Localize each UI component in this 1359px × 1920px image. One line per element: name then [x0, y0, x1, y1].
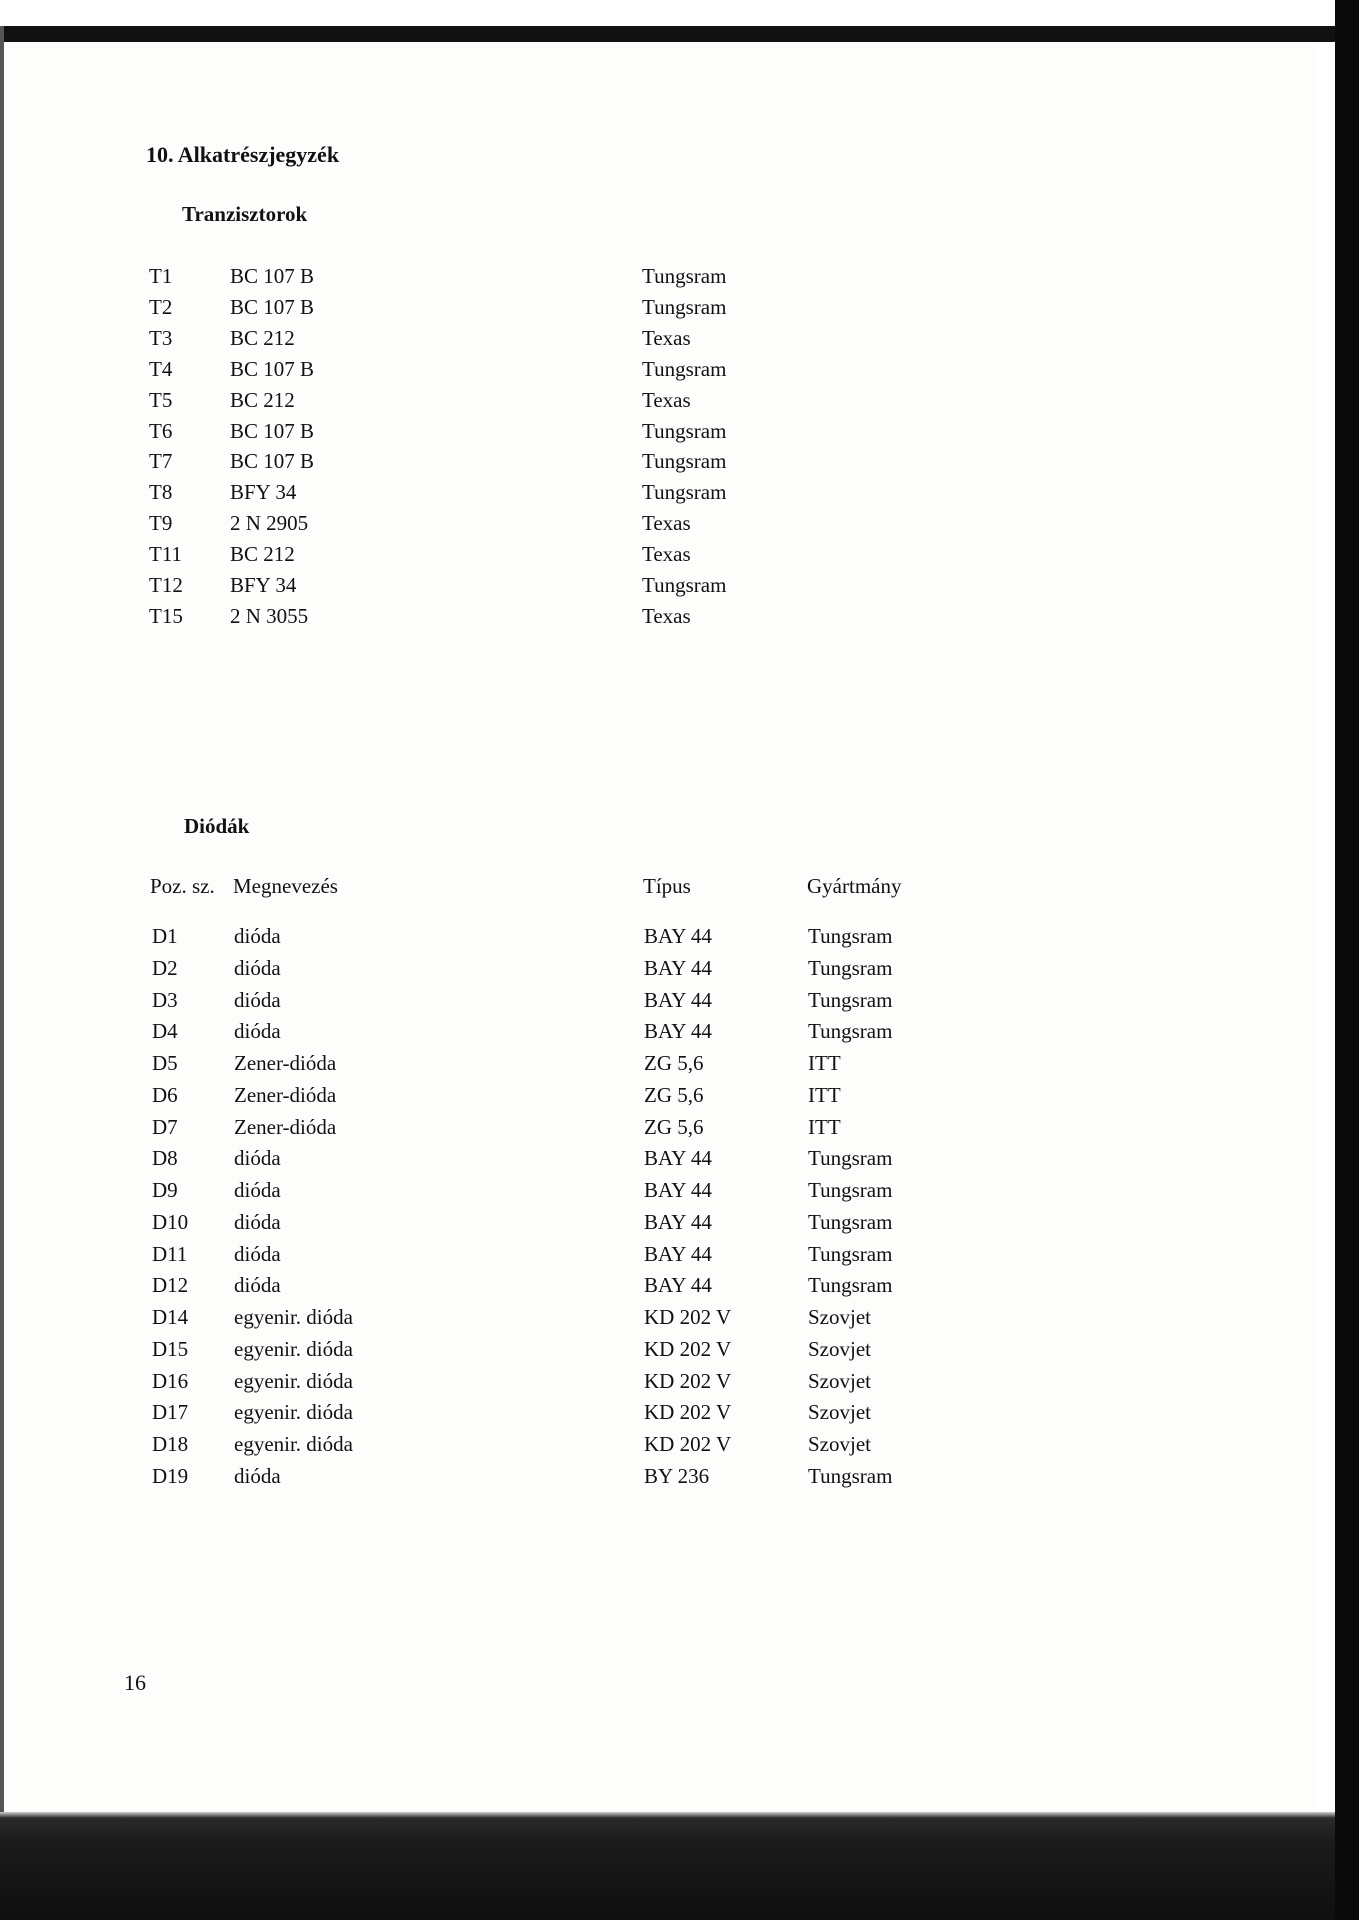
maker-cell: Tungsram	[642, 573, 727, 597]
name-cell: egyenir. dióda	[234, 1368, 353, 1393]
position-cell: T2	[149, 294, 173, 319]
header-type: Típus	[643, 874, 691, 898]
position-cell: D6	[152, 1082, 178, 1107]
maker-cell: Texas	[642, 603, 691, 628]
position-cell: D2	[152, 955, 178, 980]
section-heading: 10. Alkatrészjegyzék	[146, 142, 340, 167]
position-cell: T11	[149, 542, 183, 567]
position-cell: T7	[149, 449, 173, 474]
header-position: Poz. sz.	[150, 874, 215, 898]
type-cell: BC 212	[230, 542, 295, 567]
type-cell: BFY 34	[230, 573, 297, 597]
type-cell: BC 107 B	[230, 418, 315, 443]
position-cell: D4	[152, 1019, 178, 1044]
maker-cell: Tungsram	[642, 264, 727, 288]
maker-cell: Tungsram	[808, 1019, 893, 1044]
document-page	[4, 42, 1317, 1812]
maker-cell: Tungsram	[808, 1146, 893, 1171]
position-cell: D10	[152, 1209, 189, 1234]
maker-cell: Szovjet	[808, 1336, 871, 1361]
name-cell: egyenir. dióda	[234, 1432, 353, 1456]
type-cell: KD 202 V	[644, 1305, 732, 1329]
maker-cell: Tungsram	[808, 924, 893, 948]
scan-background	[0, 0, 1335, 26]
type-cell: ZG 5,6	[644, 1114, 704, 1139]
header-maker: Gyártmány	[807, 874, 902, 898]
name-cell: dióda	[234, 1019, 281, 1044]
maker-cell: Szovjet	[808, 1305, 871, 1329]
type-cell: BAY 44	[644, 1273, 712, 1298]
position-cell: D14	[152, 1305, 189, 1329]
position-cell: D19	[152, 1463, 189, 1488]
header-name: Megnevezés	[233, 874, 338, 898]
maker-cell: Tungsram	[808, 1463, 893, 1488]
maker-cell: Tungsram	[808, 1241, 893, 1266]
type-cell: BY 236	[644, 1463, 710, 1488]
position-cell: D7	[152, 1114, 178, 1139]
scan-bottom-shadow	[0, 1812, 1335, 1920]
name-cell: dióda	[234, 1146, 281, 1171]
name-cell: dióda	[234, 924, 281, 948]
maker-cell: Tungsram	[642, 418, 727, 443]
name-cell: dióda	[234, 1209, 281, 1234]
maker-cell: ITT	[808, 1114, 841, 1139]
position-cell: T6	[149, 418, 173, 443]
type-cell: BAY 44	[644, 955, 712, 980]
type-cell: BAY 44	[644, 1019, 712, 1044]
maker-cell: Texas	[642, 387, 691, 412]
position-cell: T1	[149, 264, 173, 288]
position-cell: D11	[152, 1241, 188, 1266]
maker-cell: Tungsram	[808, 1209, 893, 1234]
maker-cell: Texas	[642, 325, 691, 350]
type-cell: BAY 44	[644, 1209, 712, 1234]
scan-right-shadow	[1335, 0, 1359, 1920]
maker-cell: ITT	[808, 1082, 841, 1107]
page-number: 16	[124, 1670, 146, 1695]
type-cell: BAY 44	[644, 1178, 712, 1202]
maker-cell: Szovjet	[808, 1432, 871, 1456]
type-cell: BAY 44	[644, 987, 712, 1012]
position-cell: D3	[152, 987, 178, 1012]
position-cell: T4	[149, 356, 173, 381]
maker-cell: Tungsram	[808, 1273, 893, 1298]
type-cell: 2 N 2905	[230, 511, 309, 536]
name-cell: egyenir. dióda	[234, 1336, 353, 1361]
position-cell: T9	[149, 511, 173, 536]
type-cell: KD 202 V	[644, 1368, 732, 1393]
maker-cell: ITT	[808, 1051, 841, 1075]
name-cell: dióda	[234, 1241, 281, 1266]
position-cell: D17	[152, 1400, 189, 1425]
position-cell: D5	[152, 1051, 178, 1075]
type-cell: BC 212	[230, 325, 295, 350]
name-cell: dióda	[234, 1178, 281, 1202]
name-cell: Zener-dióda	[234, 1114, 337, 1139]
maker-cell: Tungsram	[808, 987, 893, 1012]
diodes-title: Diódák	[184, 814, 250, 838]
position-cell: T8	[149, 480, 173, 505]
transistors-title: Tranzisztorok	[182, 202, 308, 226]
position-cell: D9	[152, 1178, 178, 1202]
name-cell: egyenir. dióda	[234, 1400, 353, 1425]
maker-cell: Tungsram	[642, 294, 727, 319]
type-cell: ZG 5,6	[644, 1082, 704, 1107]
name-cell: dióda	[234, 1463, 281, 1488]
type-cell: KD 202 V	[644, 1432, 732, 1456]
position-cell: T5	[149, 387, 173, 412]
position-cell: T12	[149, 573, 183, 597]
position-cell: D12	[152, 1273, 189, 1298]
type-cell: BC 107 B	[230, 356, 315, 381]
position-cell: T15	[149, 603, 183, 628]
maker-cell: Texas	[642, 511, 691, 536]
position-cell: D15	[152, 1336, 189, 1361]
maker-cell: Texas	[642, 542, 691, 567]
type-cell: BC 107 B	[230, 449, 315, 474]
name-cell: Zener-dióda	[234, 1051, 337, 1075]
type-cell: ZG 5,6	[644, 1051, 704, 1075]
type-cell: BC 107 B	[230, 294, 315, 319]
maker-cell: Tungsram	[642, 356, 727, 381]
position-cell: T3	[149, 325, 173, 350]
type-cell: 2 N 3055	[230, 603, 309, 628]
type-cell: BFY 34	[230, 480, 297, 505]
maker-cell: Szovjet	[808, 1400, 871, 1425]
type-cell: BAY 44	[644, 1241, 712, 1266]
position-cell: D1	[152, 924, 178, 948]
type-cell: KD 202 V	[644, 1400, 732, 1425]
maker-cell: Tungsram	[808, 1178, 893, 1202]
name-cell: dióda	[234, 987, 281, 1012]
maker-cell: Tungsram	[642, 480, 727, 505]
name-cell: Zener-dióda	[234, 1082, 337, 1107]
type-cell: BAY 44	[644, 924, 712, 948]
type-cell: BAY 44	[644, 1146, 712, 1171]
maker-cell: Tungsram	[642, 449, 727, 474]
name-cell: dióda	[234, 955, 281, 980]
position-cell: D18	[152, 1432, 189, 1456]
type-cell: BC 212	[230, 387, 295, 412]
name-cell: dióda	[234, 1273, 281, 1298]
name-cell: egyenir. dióda	[234, 1305, 353, 1329]
maker-cell: Tungsram	[808, 955, 893, 980]
position-cell: D8	[152, 1146, 178, 1171]
position-cell: D16	[152, 1368, 189, 1393]
type-cell: BC 107 B	[230, 264, 315, 288]
type-cell: KD 202 V	[644, 1336, 732, 1361]
scan-top-shadow	[0, 26, 1335, 42]
maker-cell: Szovjet	[808, 1368, 871, 1393]
